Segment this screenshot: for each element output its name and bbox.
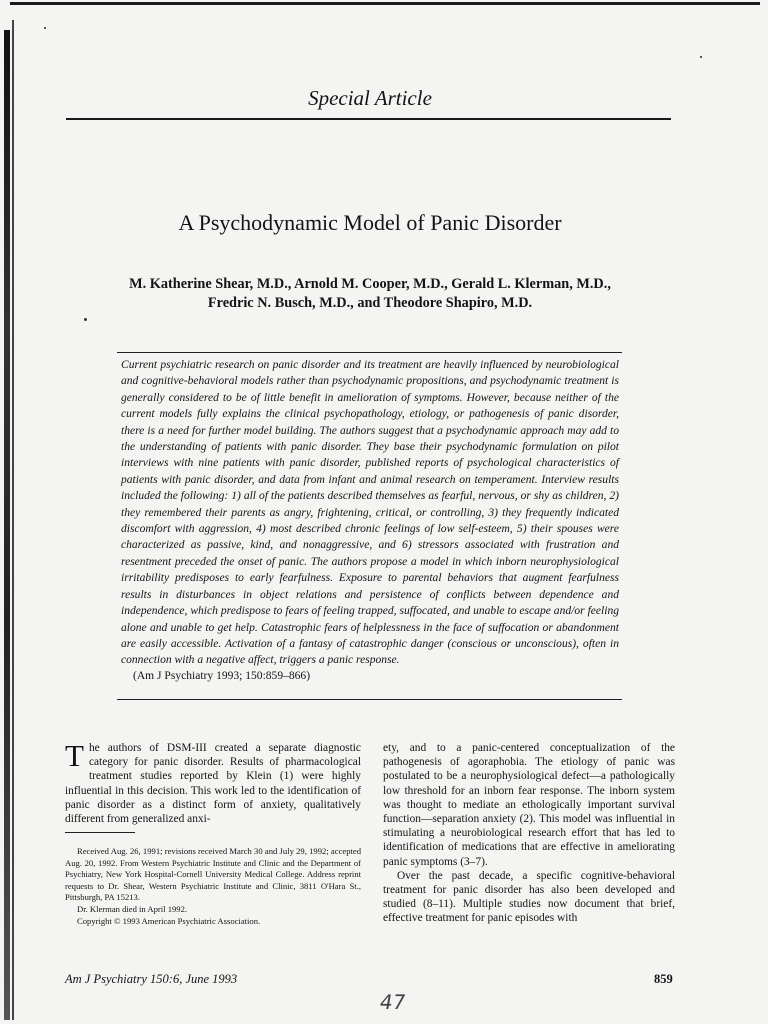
drop-cap: T <box>65 738 84 773</box>
author-list <box>0 275 740 313</box>
scan-binding-shadow <box>12 20 14 1020</box>
journal-citation: (Am J Psychiatry 1993; 150:859–866) <box>133 669 311 682</box>
body-paragraph: he authors of DSM-III created a separate diagnostic category for panic disorder. Results of pharmacological treatment studies reported by Klein (1) were highly influential in this decision. This work led to the identification of panic disorder as a distinct form of anxiety, qualitatively different from generalized anxi- <box>65 742 361 826</box>
footnote-copyright: Copyright © 1993 American Psychiatric Association. <box>77 915 261 926</box>
abstract <box>121 357 619 684</box>
body-paragraph: Over the past decade, a specific cognitive-behavioral treatment for panic disorder has also been developed and studied (8–11). Multiple studies now document that brief, effective treatment for panic episodes with <box>383 869 675 925</box>
scan-speck <box>84 318 87 321</box>
footnote-received: Received Aug. 26, 1991; revisions received March 30 and July 29, 1992; accepted Aug. 20, 1992. From Western Psychiatric Institute and Clinic and the Department of Psychiatry, New York Hospital-Cornell University Medical College. Address reprint requests to Dr. Shear, Western Psychiatric Institute and Clinic, 3811 O'Hara St., Pittsburgh, PA 15213. <box>65 846 361 903</box>
page-top-border <box>10 2 760 5</box>
abstract-text: Current psychiatric research on panic disorder and its treatment are heavily influenced by neurobiological and cognitive-behavioral models rather than psychodynamic propositions, and psychodynamic treatment is generally considered to be of little benefit in amelioration of symptoms. However, because neither of the current models fully explains the clinical psychopathology, etiology, or pathogenesis of panic disorder, there is a need for further model building. The authors suggest that a psychodynamic approach may add to the understanding of patients with panic disorder. They base their psychodynamic formulation on pilot interviews with nine patients with panic disorder, published reports of psychological characteristics of patients with panic disorder, and data from infant and animal research on temperament. Interview results included the following: 1) all of the patients described themselves as fearful, nervous, or shy as children, 2) they remembered their parents as angry, frightening, critical, or controlling, 3) they frequently indicated discomfort with aggression, 4) most described chronic feelings of low self-esteem, 5) their spouses were characterized as passive, kind, and nonaggressive, and 6) stressors associated with frustration and resentment preceded the onset of panic. The authors propose a model in which inborn neurophysiological irritability predisposes to early fearfulness. Exposure to parental behaviors that augment fearfulness results in disturbances in object relations and persistence of conflicts between dependence and independence, which predispose to fears of feeling trapped, suffocated, and unable to escape and/or feeling alone and unable to get help. Catastrophic fears of helplessness in the face of suffocation or abandonment are easily accessible. Activation of a fantasy of catastrophic danger (conscious or unconscious), often in connection with a negative affect, triggers a panic response. <box>121 359 619 667</box>
footer-journal: Am J Psychiatry 150:6, June 1993 <box>65 972 238 986</box>
abstract-bottom-rule <box>117 699 622 700</box>
scan-speck <box>700 56 702 58</box>
footnote-deceased: Dr. Klerman died in April 1992. <box>77 903 188 914</box>
body-column-left <box>65 738 361 826</box>
authors-line-1: M. Katherine Shear, M.D., Arnold M. Cooper, M.D., Gerald L. Klerman, M.D., <box>129 276 611 292</box>
section-label: Special Article <box>308 86 432 110</box>
footnote-rule <box>65 832 135 833</box>
authors-line-2: Fredric N. Busch, M.D., and Theodore Shapiro, M.D. <box>207 295 533 311</box>
footnote <box>65 846 361 927</box>
body-column-right <box>383 741 675 926</box>
article-title: A Psychodynamic Model of Panic Disorder <box>178 210 562 235</box>
handwritten-mark: 47 <box>377 990 408 1014</box>
scan-speck <box>44 27 46 29</box>
scan-binding-edge <box>4 30 10 1020</box>
page-number: 859 <box>654 972 673 986</box>
abstract-top-rule <box>117 352 622 353</box>
header-rule <box>66 118 671 120</box>
body-paragraph: ety, and to a panic-centered conceptualization of the pathogenesis of agoraphobia. The etiology of panic was postulated to be a neurophysiological defect—a pathologically low threshold for an inborn fear response. The inborn system was thought to mediate an ethologically important survival function—separation anxiety (2). This model was influential in stimulating a neurobiological research effort that has led to identification of medications that are effective in ameliorating panic symptoms (3–7). <box>383 742 675 868</box>
